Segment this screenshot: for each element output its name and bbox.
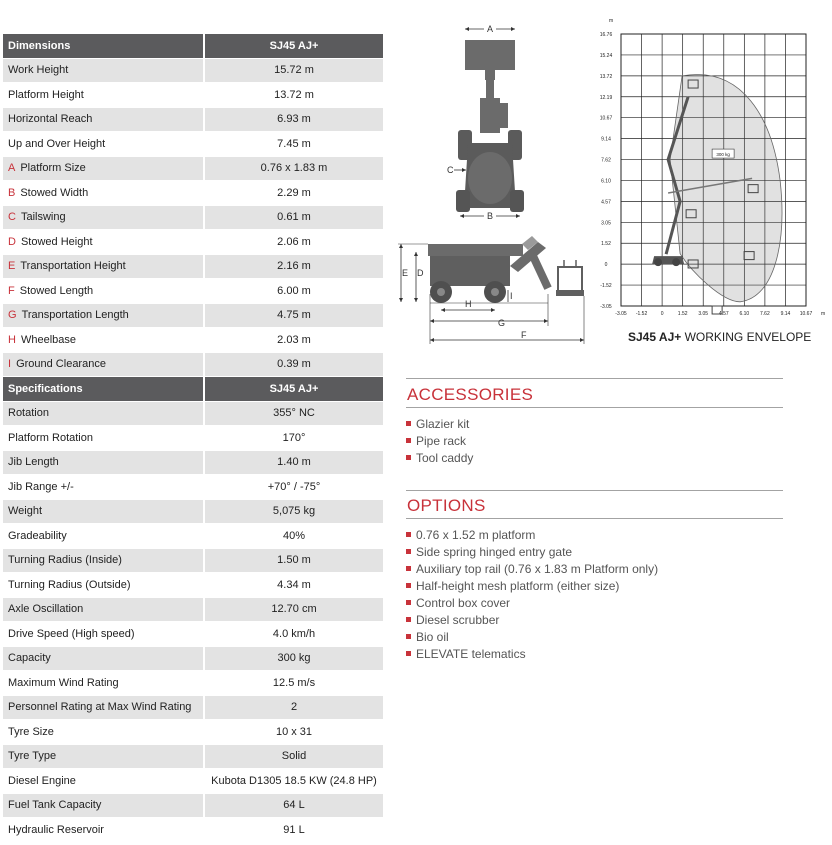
table-row	[3, 230, 383, 254]
bullet-icon	[406, 583, 411, 588]
list-item	[406, 628, 658, 645]
row-label-cell	[3, 181, 203, 205]
row-label: Turning Radius (Inside)	[8, 554, 122, 567]
table-row	[3, 328, 383, 352]
table-row	[3, 794, 383, 818]
list-item	[406, 526, 658, 543]
table-row	[3, 500, 383, 524]
table-row	[3, 475, 383, 499]
dimensions-header-model: SJ45 AJ+	[205, 34, 383, 58]
table-row	[3, 818, 383, 842]
row-label-cell	[3, 794, 203, 818]
row-value: +70° / -75°	[205, 475, 383, 499]
label-f: F	[521, 330, 527, 340]
row-label: Weight	[8, 505, 43, 518]
machine-wheel	[672, 258, 680, 266]
list-item-text: Glazier kit	[416, 416, 470, 431]
y-tick-label: 1.52	[601, 241, 611, 248]
bullet-icon	[406, 651, 411, 656]
row-value: 170°	[205, 426, 383, 450]
table-row	[3, 720, 383, 744]
row-value: 355° NC	[205, 402, 383, 426]
y-tick-label: 13.72	[599, 73, 613, 80]
dimension-f	[430, 294, 584, 344]
row-label: Work Height	[8, 64, 69, 77]
specifications-header-label: Specifications	[3, 377, 203, 401]
row-label-cell	[3, 206, 203, 230]
row-value: 0.39 m	[205, 353, 383, 377]
platform-front	[465, 40, 515, 70]
table-row	[3, 573, 383, 597]
row-label-cell	[3, 818, 203, 842]
list-item	[406, 560, 658, 577]
dimension-a	[465, 23, 515, 34]
row-value: 2.06 m	[205, 230, 383, 254]
row-label: Jib Range +/-	[8, 480, 74, 493]
y-tick-label: -3.05	[600, 304, 612, 310]
row-value: 40%	[205, 524, 383, 548]
table-row	[3, 451, 383, 475]
specifications-header-model: SJ45 AJ+	[205, 377, 383, 401]
row-label: Drive Speed (High speed)	[8, 627, 135, 640]
row-label: Tailswing	[20, 211, 66, 224]
table-row	[3, 353, 383, 377]
x-tick-label: 9.14	[780, 311, 791, 317]
row-label-cell	[3, 132, 203, 156]
dimension-letter: B	[8, 186, 16, 199]
table-row	[3, 402, 383, 426]
x-tick-label: 4.57	[718, 311, 729, 317]
dimension-letter: I	[8, 358, 12, 371]
label-g: G	[498, 318, 506, 328]
bullet-icon	[406, 600, 411, 605]
row-label-cell	[3, 426, 203, 450]
row-label-cell	[3, 353, 203, 377]
options-list	[406, 526, 658, 662]
row-label-cell	[3, 230, 203, 254]
row-label-cell	[3, 720, 203, 744]
row-label: Turning Radius (Outside)	[8, 578, 131, 591]
row-label-cell	[3, 500, 203, 524]
bullet-icon	[406, 566, 411, 571]
list-item-text: ELEVATE telematics	[416, 646, 526, 661]
row-value: 7.45 m	[205, 132, 383, 156]
bullet-icon	[406, 455, 411, 460]
row-value: 64 L	[205, 794, 383, 818]
row-value: 4.34 m	[205, 573, 383, 597]
x-tick-label: 7.62	[760, 311, 770, 317]
row-label: Horizontal Reach	[8, 113, 93, 126]
list-item-text: Control box cover	[416, 595, 511, 610]
row-label: Transportation Length	[21, 309, 129, 322]
y-tick-label: 6.10	[601, 178, 611, 185]
row-value: 0.76 x 1.83 m	[205, 157, 383, 181]
label-a: A	[486, 24, 494, 34]
accessories-rule	[406, 407, 783, 408]
dimensions-header-label: Dimensions	[3, 34, 203, 58]
x-tick-label: -3.05	[615, 311, 627, 317]
row-label: Tyre Size	[8, 725, 54, 738]
row-value: 6.00 m	[205, 279, 383, 303]
table-row	[3, 108, 383, 132]
row-label: Gradeability	[8, 529, 67, 542]
list-item-text: Bio oil	[416, 629, 449, 644]
row-value: 2	[205, 696, 383, 720]
list-item	[406, 594, 658, 611]
row-label: Hydraulic Reservoir	[8, 823, 104, 836]
row-label-cell	[3, 745, 203, 769]
row-label-cell	[3, 108, 203, 132]
table-row	[3, 304, 383, 328]
table-row	[3, 426, 383, 450]
list-item	[406, 432, 473, 449]
table-row	[3, 671, 383, 695]
options-top-rule	[406, 490, 783, 491]
row-label-cell	[3, 255, 203, 279]
capacity-label: 300 kg	[716, 152, 730, 158]
row-value: 12.70 cm	[205, 598, 383, 622]
dimension-h	[441, 299, 495, 312]
row-label: Stowed Length	[19, 284, 94, 297]
row-value: 4.0 km/h	[205, 622, 383, 646]
row-value: 15.72 m	[205, 59, 383, 83]
row-label-cell	[3, 59, 203, 83]
label-i: I	[510, 291, 513, 301]
dimension-letter: A	[8, 162, 16, 175]
table-row	[3, 647, 383, 671]
table-row	[3, 206, 383, 230]
list-item-text: Side spring hinged entry gate	[416, 544, 573, 559]
bullet-icon	[406, 617, 411, 622]
list-item-text: Half-height mesh platform (either size)	[416, 578, 620, 593]
row-value: 6.93 m	[205, 108, 383, 132]
row-value: 1.40 m	[205, 451, 383, 475]
row-label-cell	[3, 598, 203, 622]
row-value: 12.5 m/s	[205, 671, 383, 695]
dimension-e	[398, 244, 428, 302]
row-label-cell	[3, 451, 203, 475]
row-label-cell	[3, 83, 203, 107]
dimension-letter: F	[8, 284, 15, 297]
row-label: Stowed Height	[20, 235, 93, 248]
row-label-cell	[3, 696, 203, 720]
y-unit-label: m	[609, 18, 614, 24]
options-rule	[406, 518, 783, 519]
dimension-letter: C	[8, 211, 16, 224]
x-tick-label: 10.67	[799, 311, 813, 317]
table-row	[3, 745, 383, 769]
row-label: Axle Oscillation	[8, 603, 84, 616]
row-value: 13.72 m	[205, 83, 383, 107]
dimension-c	[447, 165, 466, 175]
y-tick-label: 10.67	[599, 115, 613, 122]
row-value: 4.75 m	[205, 304, 383, 328]
dimension-letter: G	[8, 309, 17, 322]
bullet-icon	[406, 421, 411, 426]
label-b: B	[486, 211, 494, 221]
y-tick-label: 12.19	[599, 94, 613, 101]
working-envelope-chart	[592, 14, 828, 320]
row-label: Up and Over Height	[8, 137, 106, 150]
label-d: D	[417, 268, 424, 278]
table-row	[3, 598, 383, 622]
list-item-text: 0.76 x 1.52 m platform	[416, 527, 536, 542]
list-item	[406, 449, 473, 466]
row-label-cell	[3, 769, 203, 793]
row-label-cell	[3, 475, 203, 499]
row-label-cell	[3, 279, 203, 303]
envelope-title: SJ45 AJ+ WORKING ENVELOPE	[628, 330, 812, 344]
row-label: Platform Height	[8, 88, 84, 101]
options-title: OPTIONS	[407, 496, 486, 515]
accessories-title: ACCESSORIES	[407, 385, 534, 404]
dimensions-header-row	[3, 34, 383, 58]
row-label-cell	[3, 622, 203, 646]
row-label: Transportation Height	[20, 260, 126, 273]
table-row	[3, 157, 383, 181]
row-label-cell	[3, 157, 203, 181]
bullet-icon	[406, 532, 411, 537]
table-row	[3, 132, 383, 156]
front-view-drawing	[440, 18, 540, 223]
x-tick-label: 0	[660, 311, 664, 317]
table-row	[3, 524, 383, 548]
row-label: Maximum Wind Rating	[8, 676, 119, 689]
row-label: Stowed Width	[20, 186, 89, 199]
row-label-cell	[3, 402, 203, 426]
list-item-text: Tool caddy	[416, 450, 474, 465]
row-label: Tyre Type	[8, 750, 57, 763]
dimension-i	[508, 290, 513, 302]
row-label-cell	[3, 549, 203, 573]
x-tick-label: 1.52	[677, 311, 688, 317]
row-value: Solid	[205, 745, 383, 769]
list-item	[406, 415, 473, 432]
row-value: 300 kg	[205, 647, 383, 671]
dimension-letter: H	[8, 333, 16, 346]
dimension-letter: E	[8, 260, 16, 273]
y-tick-label: 9.14	[601, 136, 611, 143]
list-item-text: Diesel scrubber	[416, 612, 500, 627]
list-item	[406, 611, 658, 628]
list-item	[406, 645, 658, 662]
row-label: Ground Clearance	[16, 358, 106, 371]
row-label: Platform Rotation	[8, 431, 93, 444]
list-item	[406, 543, 658, 560]
row-label: Wheelbase	[20, 333, 76, 346]
label-e: E	[402, 268, 409, 278]
table-row	[3, 696, 383, 720]
row-value: 0.61 m	[205, 206, 383, 230]
y-tick-label: 3.05	[601, 220, 611, 227]
dimension-letter: D	[8, 235, 16, 248]
row-value: 91 L	[205, 818, 383, 842]
row-label-cell	[3, 573, 203, 597]
machine-wheel	[654, 258, 662, 266]
row-value: 5,075 kg	[205, 500, 383, 524]
y-tick-label: 0	[604, 262, 608, 269]
x-unit-label: m	[821, 311, 826, 317]
table-row	[3, 622, 383, 646]
table-row	[3, 83, 383, 107]
bullet-icon	[406, 549, 411, 554]
row-label: Rotation	[8, 407, 49, 420]
accessories-top-rule	[406, 378, 783, 379]
row-label: Jib Length	[8, 456, 59, 469]
table-row	[3, 549, 383, 573]
spec-table	[3, 34, 383, 843]
table-row	[3, 769, 383, 793]
list-item-text: Pipe rack	[416, 433, 467, 448]
row-value: 2.16 m	[205, 255, 383, 279]
row-label: Platform Size	[20, 162, 86, 175]
row-label-cell	[3, 647, 203, 671]
table-row	[3, 279, 383, 303]
row-value: 2.29 m	[205, 181, 383, 205]
y-tick-label: 16.76	[599, 32, 613, 38]
x-tick-label: 6.10	[739, 311, 750, 317]
row-label: Fuel Tank Capacity	[8, 799, 102, 812]
row-label: Capacity	[8, 652, 51, 665]
accessories-list	[406, 415, 473, 466]
table-row	[3, 59, 383, 83]
specifications-header-row	[3, 377, 383, 401]
y-tick-label: 7.62	[601, 157, 611, 164]
machine-side	[428, 236, 584, 303]
x-tick-label: -1.52	[635, 311, 648, 317]
y-tick-label: -1.52	[600, 283, 612, 290]
y-tick-label: 15.24	[599, 52, 613, 59]
row-label-cell	[3, 524, 203, 548]
row-label-cell	[3, 671, 203, 695]
list-item	[406, 577, 658, 594]
row-label-cell	[3, 328, 203, 352]
row-value: 2.03 m	[205, 328, 383, 352]
row-label: Personnel Rating at Max Wind Rating	[8, 701, 192, 714]
bullet-icon	[406, 438, 411, 443]
dimension-b	[460, 210, 520, 221]
dimension-d	[414, 252, 424, 302]
y-tick-label: 4.57	[601, 199, 611, 206]
table-row	[3, 181, 383, 205]
row-value: 1.50 m	[205, 549, 383, 573]
label-h: H	[465, 299, 472, 309]
row-label-cell	[3, 304, 203, 328]
table-row	[3, 255, 383, 279]
label-c: C	[447, 165, 454, 175]
side-view-drawing	[398, 232, 588, 347]
bullet-icon	[406, 634, 411, 639]
list-item-text: Auxiliary top rail (0.76 x 1.83 m Platform only)	[416, 561, 659, 576]
row-value: Kubota D1305 18.5 KW (24.8 HP)	[205, 769, 383, 793]
row-label: Diesel Engine	[8, 774, 76, 787]
row-value: 10 x 31	[205, 720, 383, 744]
x-tick-label: 3.05	[698, 311, 709, 317]
